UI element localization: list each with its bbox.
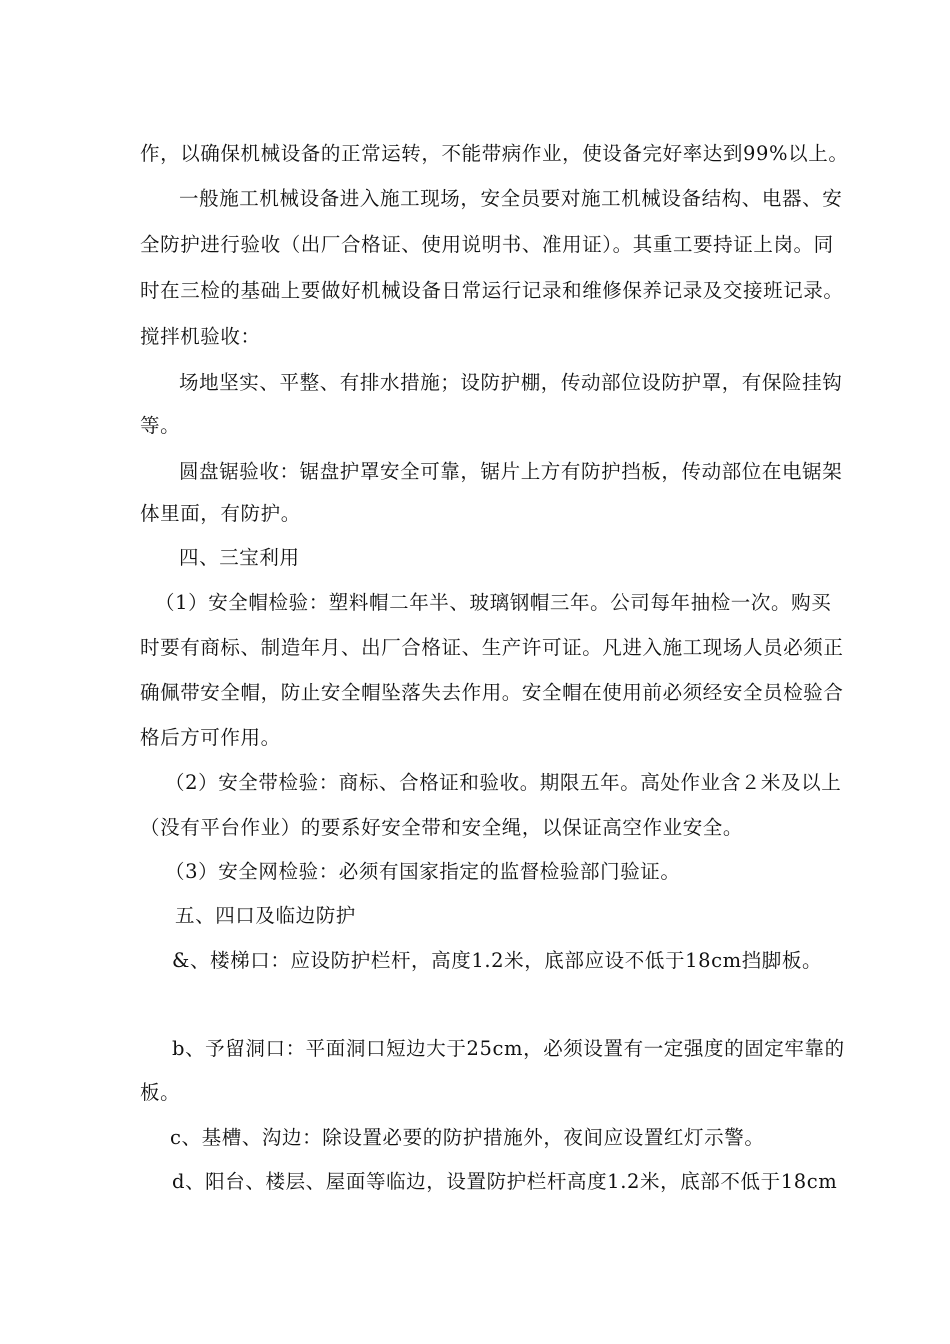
- text-line-8: 圆盘锯验收：锯盘护罩安全可靠，锯片上方有防护挡板，传动部位在电锯架: [179, 460, 843, 483]
- text-line-15: （2）安全带检验：商标、合格证和验收。期限五年。高处作业含２米及以上: [165, 771, 842, 794]
- section-heading-sanbao: 四、三宝利用: [179, 546, 300, 569]
- text-line-13: 确佩带安全帽，防止安全帽坠落失去作用。安全帽在使用前必须经安全员检验合: [140, 681, 844, 704]
- text-line-9: 体里面，有防护。: [140, 502, 301, 525]
- text-line-11: （1）安全帽检验：塑料帽二年半、玻璃钢帽三年。公司每年抽检一次。购买: [155, 591, 832, 614]
- text-line-3: 全防护进行验收（出厂合格证、使用说明书、准用证）。其重工要持证上岗。同: [140, 233, 834, 256]
- text-line-20: b、予留洞口：平面洞口短边大于25cm，必须设置有一定强度的固定牢靠的: [172, 1037, 845, 1060]
- text-line-19: &、楼梯口：应设防护栏杆，高度1.2米，底部应设不低于18cm挡脚板。: [172, 949, 823, 972]
- text-line-2: 一般施工机械设备进入施工现场，安全员要对施工机械设备结构、电器、安: [179, 187, 843, 210]
- text-line-22: c、基槽、沟边：除设置必要的防护措施外，夜间应设置红灯示警。: [170, 1126, 765, 1149]
- text-line-16: （没有平台作业）的要系好安全带和安全绳，以保证高空作业安全。: [140, 816, 744, 839]
- section-heading-sikou: 五、四口及临边防护: [175, 904, 356, 927]
- text-line-12: 时要有商标、制造年月、出厂合格证、生产许可证。凡进入施工现场人员必须正: [140, 636, 844, 659]
- text-line-23: d、阳台、楼层、屋面等临边，设置防护栏杆高度1.2米，底部不低于18cm: [172, 1170, 838, 1193]
- text-line-21: 板。: [140, 1081, 181, 1104]
- text-line-17: （3）安全网检验：必须有国家指定的监督检验部门验证。: [165, 860, 681, 883]
- text-line-4: 时在三检的基础上要做好机械设备日常运行记录和维修保养记录及交接班记录。: [140, 279, 844, 302]
- text-line-14: 格后方可作用。: [140, 726, 281, 749]
- text-line-1: 作，以确保机械设备的正常运转，不能带病作业，使设备完好率达到99%以上。: [140, 142, 849, 165]
- text-line-6: 场地坚实、平整、有排水措施；设防护棚，传动部位设防护罩，有保险挂钩: [179, 371, 843, 394]
- text-line-7: 等。: [140, 414, 181, 437]
- text-line-5: 搅拌机验收：: [140, 325, 261, 348]
